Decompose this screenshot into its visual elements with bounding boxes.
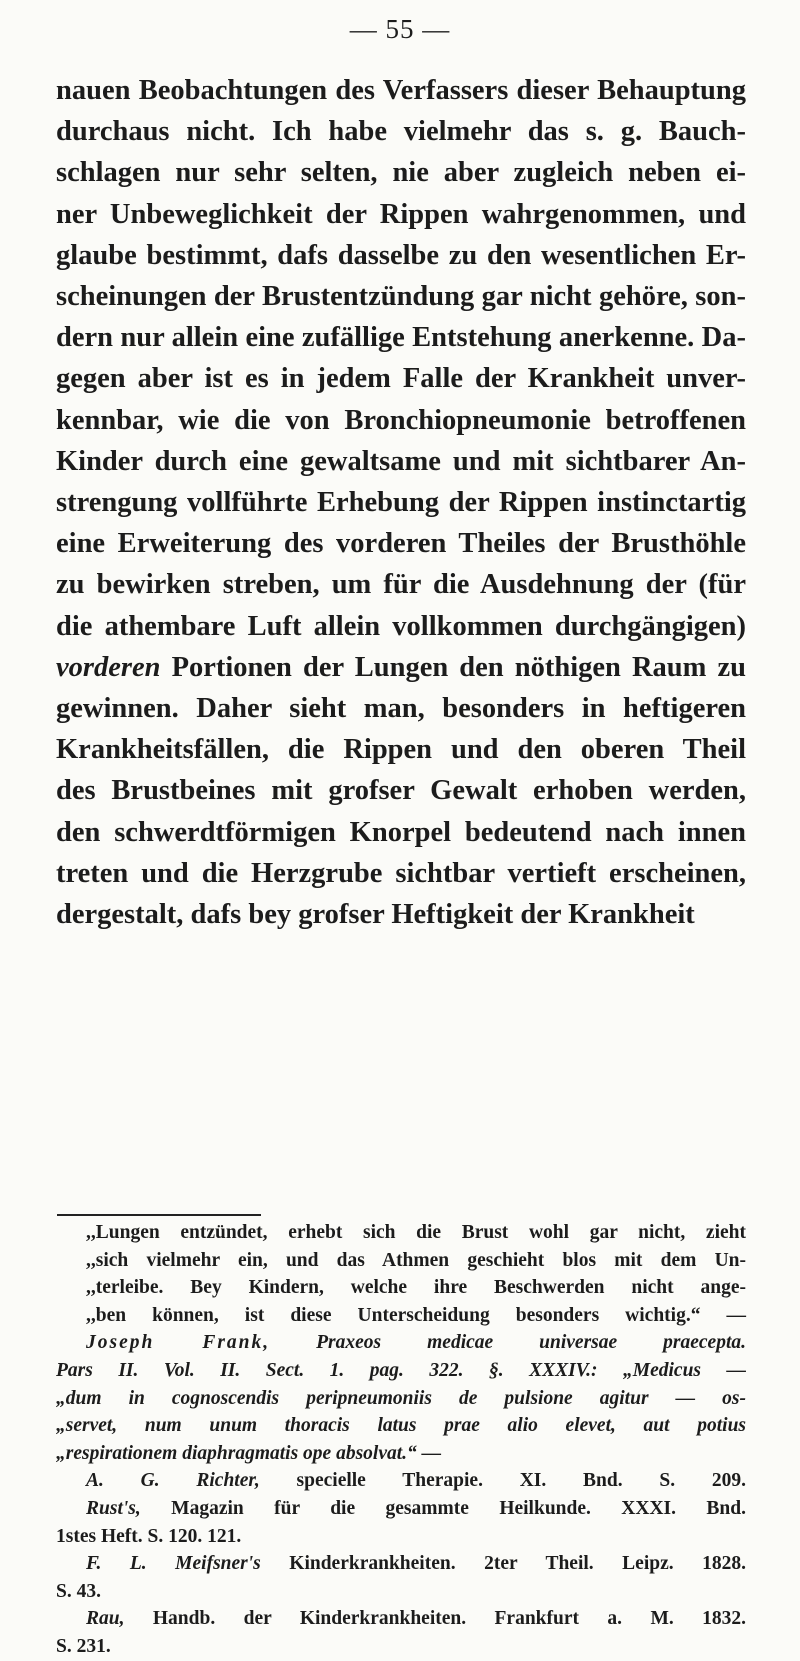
text-span: treten und die Herzgrube sichtbar vertieft erscheinen, xyxy=(56,857,746,889)
text-span: zu bewirken streben, um für die Ausdehnung der (für xyxy=(56,569,746,601)
text-span: die athembare Luft allein vollkommen durchgängigen) xyxy=(56,610,746,642)
text-span: eine Erweiterung des vorderen Theiles der Brusthöhle xyxy=(56,528,746,560)
text-line xyxy=(56,111,746,152)
footnote-text: „servet, num unum thoracis latus prae alio elevet, aut potius xyxy=(56,1415,746,1437)
footnote-line xyxy=(56,1247,746,1275)
footnote-line xyxy=(56,1440,746,1468)
text-line xyxy=(56,482,746,523)
text-line xyxy=(56,523,746,564)
text-line xyxy=(56,194,746,235)
footnote-text: Handb. der Kinderkrankheiten. Frankfurt a. M. 1832. xyxy=(124,1608,746,1630)
footnote-line xyxy=(56,1412,746,1440)
footnote-line xyxy=(56,1495,746,1523)
text-line xyxy=(56,235,746,276)
text-span: Portionen der Lungen den nöthigen Raum zu xyxy=(160,651,746,683)
footnote-line xyxy=(56,1633,746,1661)
text-line xyxy=(56,688,746,729)
footnote-text: Praxeos medicae universae praecepta. xyxy=(270,1332,747,1354)
footnote-text: ,,sich vielmehr ein, und das Athmen geschieht blos mit dem Un- xyxy=(86,1249,746,1271)
author-name: A. G. Richter, xyxy=(86,1470,260,1492)
footnote-text: „respirationem diaphragmatis ope absolvat.“ — xyxy=(56,1442,442,1464)
text-span: Kinder durch eine gewaltsame und mit sichtbarer An- xyxy=(56,445,746,477)
text-span: durchaus nicht. Ich habe vielmehr das s. g. Bauch- xyxy=(56,116,746,148)
text-line xyxy=(56,441,746,482)
text-span: dern nur allein eine zufällige Entstehung anerkenne. Da- xyxy=(56,322,746,354)
footnote-line xyxy=(56,1550,746,1578)
text-span: ner Unbeweglichkeit der Rippen wahrgenommen, und xyxy=(56,198,746,230)
text-span: dergestalt, dafs bey grofser Heftigkeit der Krankheit xyxy=(56,899,695,931)
footnote-text: Kinderkrankheiten. 2ter Theil. Leipz. 1828. xyxy=(260,1553,746,1575)
text-span: gewinnen. Daher sieht man, besonders in heftigeren xyxy=(56,693,746,725)
text-line xyxy=(56,894,746,935)
author-name: Joseph Frank, xyxy=(86,1332,271,1354)
text-line xyxy=(56,152,746,193)
text-span: scheinungen der Brustentzündung gar nicht gehöre, son- xyxy=(56,281,746,313)
text-line xyxy=(56,853,746,894)
footnote-text: S. 231. xyxy=(56,1635,111,1657)
footnote-text: ,,ben können, ist diese Unterscheidung besonders wichtig.“ — xyxy=(86,1304,746,1326)
text-span: des Brustbeines mit grofser Gewalt erhoben werden, xyxy=(56,775,746,807)
footnote-line xyxy=(56,1605,746,1633)
text-span: den schwerdtförmigen Knorpel bedeutend nach innen xyxy=(56,816,746,848)
footnote-line xyxy=(56,1302,746,1330)
text-line xyxy=(56,812,746,853)
text-line xyxy=(56,564,746,605)
text-span: Krankheitsfällen, die Rippen und den oberen Theil xyxy=(56,734,746,766)
text-line xyxy=(56,317,746,358)
text-line xyxy=(56,358,746,399)
footnote-rule xyxy=(57,1214,261,1216)
footnote-line xyxy=(56,1274,746,1302)
italic-word: vorderen xyxy=(56,651,161,683)
text-line xyxy=(56,647,746,688)
footnote-line xyxy=(56,1385,746,1413)
text-span: nauen Beobachtungen des Verfassers dieser Behauptung xyxy=(56,75,746,106)
text-span: glaube bestimmt, dafs dasselbe zu den wesentlichen Er- xyxy=(56,239,746,271)
page-number: — 55 — xyxy=(349,14,451,44)
footnote-line xyxy=(56,1329,746,1357)
text-line xyxy=(56,400,746,441)
main-text xyxy=(56,70,746,935)
text-line xyxy=(56,276,746,317)
text-line xyxy=(56,70,746,111)
footnotes xyxy=(56,1219,746,1661)
footnote-line xyxy=(56,1219,746,1247)
footnote-line xyxy=(56,1357,746,1385)
text-line xyxy=(56,606,746,647)
footnote-line xyxy=(56,1523,746,1551)
text-span: gegen aber ist es in jedem Falle der Krankheit unver- xyxy=(56,363,746,395)
author-name: Rau, xyxy=(86,1608,125,1630)
footnote-text: specielle Therapie. XI. Bnd. S. 209. xyxy=(259,1470,746,1492)
text-line xyxy=(56,729,746,770)
footnote-text: Magazin für die gesammte Heilkunde. XXXI. Bnd. xyxy=(140,1497,746,1519)
text-span: schlagen nur sehr selten, nie aber zugleich neben ei- xyxy=(56,157,746,189)
footnote-text: ,,Lungen entzündet, erhebt sich die Brust wohl gar nicht, zieht xyxy=(86,1222,746,1243)
author-name: Rust's, xyxy=(86,1497,141,1519)
footnote-text: Pars II. Vol. II. Sect. 1. pag. 322. §. XXXIV.: „Medicus — xyxy=(56,1359,746,1381)
text-line xyxy=(56,770,746,811)
author-name: F. L. Meifsner's xyxy=(86,1553,261,1575)
footnote-line xyxy=(56,1467,746,1495)
footnote-text: 1stes Heft. S. 120. 121. xyxy=(56,1525,242,1547)
footnote-line xyxy=(56,1578,746,1606)
text-span: strengung vollführte Erhebung der Rippen instinctartig xyxy=(56,487,746,519)
footnote-text: „dum in cognoscendis peripneumoniis de pulsione agitur — os- xyxy=(56,1387,746,1409)
footnote-text: ,,terleibe. Bey Kindern, welche ihre Beschwerden nicht ange- xyxy=(86,1277,746,1299)
footnote-text: S. 43. xyxy=(56,1580,101,1602)
text-span: kennbar, wie die von Bronchiopneumonie betroffenen xyxy=(56,404,746,436)
